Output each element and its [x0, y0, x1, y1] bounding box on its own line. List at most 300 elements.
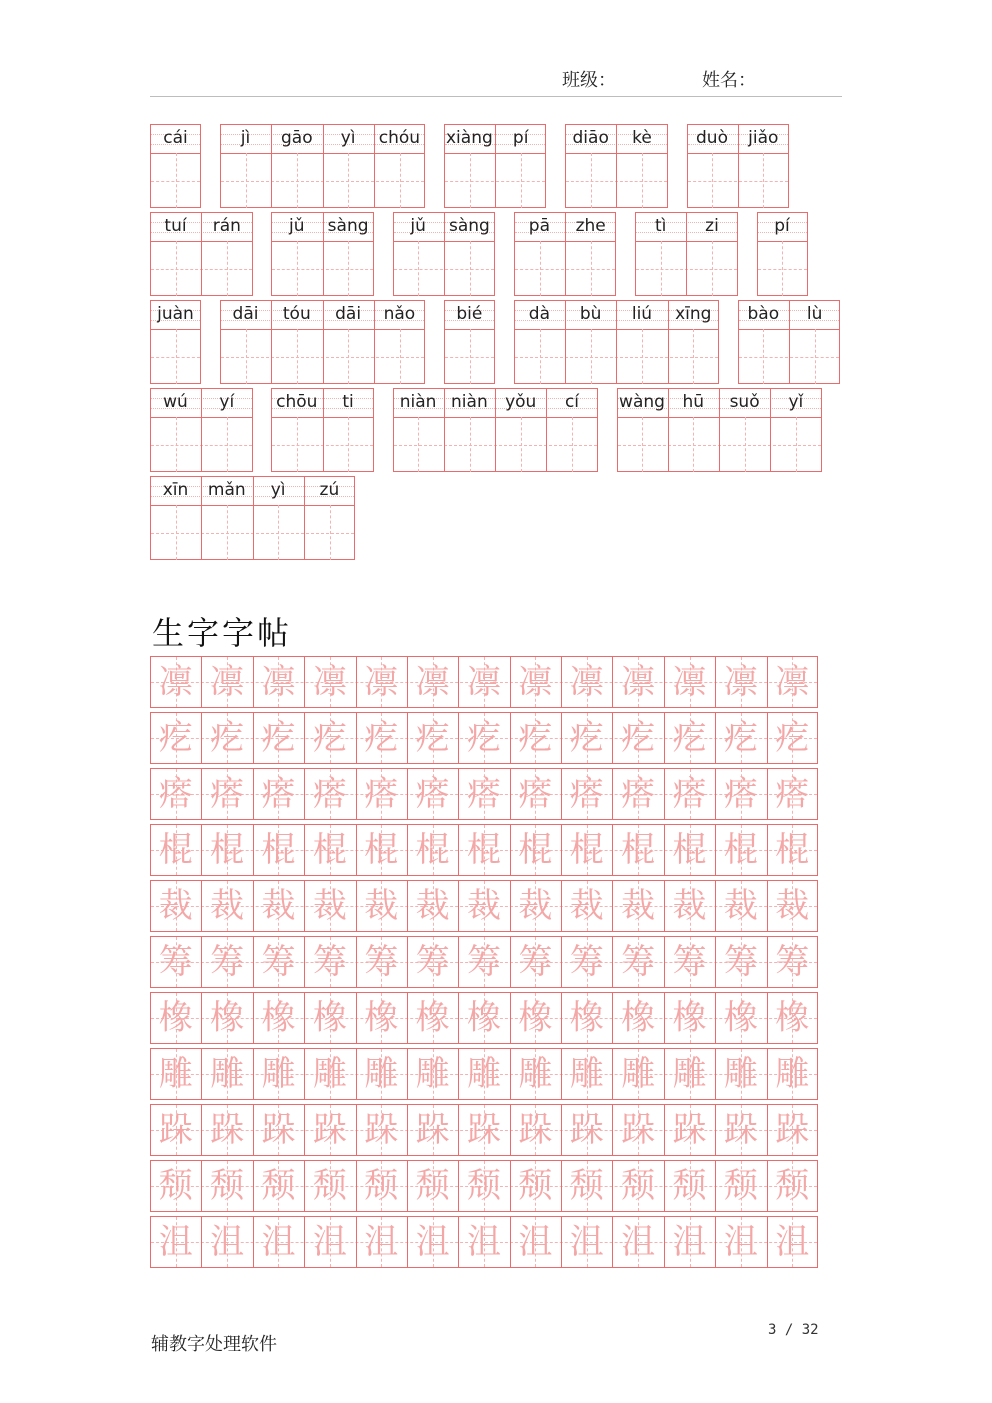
practice-cell: [561, 992, 612, 1044]
trace-character: 棍: [364, 830, 399, 870]
trace-character: 沮: [312, 1222, 347, 1262]
practice-cell: [664, 1104, 715, 1156]
practice-cell: [510, 1048, 561, 1100]
word-box: [220, 300, 425, 384]
practice-cell: [201, 712, 252, 764]
practice-cell: [561, 1160, 612, 1212]
pinyin-text: xiàng: [446, 128, 493, 148]
practice-row: [150, 936, 818, 988]
trace-character: 沮: [158, 1222, 193, 1262]
pinyin-text: jiǎo: [748, 128, 779, 148]
center-guide: [470, 417, 471, 472]
trace-character: 疙: [210, 718, 245, 758]
pinyin-text: sàng: [327, 216, 369, 236]
pinyin-cell: [393, 212, 444, 296]
trace-character: 裁: [672, 886, 707, 926]
pinyin-text: lù: [806, 304, 823, 324]
practice-cell: [664, 768, 715, 820]
trace-character: 雕: [364, 1054, 399, 1094]
practice-cell: [458, 936, 509, 988]
trace-character: 沮: [364, 1222, 399, 1262]
trace-character: 雕: [312, 1054, 347, 1094]
practice-cell: [304, 880, 355, 932]
trace-character: 凛: [518, 662, 553, 702]
pinyin-text: niàn: [399, 392, 437, 412]
practice-cell: [304, 1216, 355, 1268]
pinyin-cell: [393, 388, 444, 472]
practice-cell: [304, 1104, 355, 1156]
center-guide: [796, 417, 797, 472]
trace-character: 疙: [364, 718, 399, 758]
trace-character: 沮: [210, 1222, 245, 1262]
word-box: [150, 212, 253, 296]
name-label: 姓名：: [702, 70, 756, 91]
center-guide: [246, 329, 247, 384]
practice-cell: [458, 712, 509, 764]
practice-cell: [253, 824, 304, 876]
practice-cell: [407, 992, 458, 1044]
center-guide: [297, 329, 298, 384]
practice-cell: [304, 1048, 355, 1100]
pinyin-text: juàn: [157, 304, 194, 324]
pinyin-text: rán: [212, 216, 241, 236]
practice-row: [150, 1104, 818, 1156]
practice-row: [150, 1048, 818, 1100]
practice-cell: [201, 824, 252, 876]
trace-character: 跺: [158, 1110, 193, 1150]
word-box: [738, 300, 841, 384]
trace-character: 颓: [210, 1166, 245, 1206]
pinyin-text: suǒ: [729, 392, 760, 412]
trace-character: 跺: [364, 1110, 399, 1150]
practice-cell: [612, 768, 663, 820]
trace-character: 瘩: [569, 774, 604, 814]
practice-cell: [201, 768, 252, 820]
trace-character: 筹: [466, 942, 501, 982]
trace-character: 橡: [569, 998, 604, 1038]
pinyin-cell: [616, 300, 667, 384]
trace-character: 瘩: [466, 774, 501, 814]
trace-character: 凛: [466, 662, 501, 702]
practice-cell: [201, 1048, 252, 1100]
practice-cell: [561, 1104, 612, 1156]
practice-cell: [304, 992, 355, 1044]
trace-character: 橡: [723, 998, 758, 1038]
trace-character: 疙: [723, 718, 758, 758]
center-guide: [348, 241, 349, 296]
practice-cell: [664, 712, 715, 764]
pinyin-text: zi: [705, 216, 719, 236]
trace-character: 棍: [723, 830, 758, 870]
pinyin-cell: [770, 388, 821, 472]
pinyin-cell: [150, 476, 201, 560]
word-box: [271, 212, 374, 296]
trace-character: 裁: [775, 886, 810, 926]
trace-character: 凛: [312, 662, 347, 702]
trace-character: 橡: [364, 998, 399, 1038]
practice-cell: [304, 936, 355, 988]
trace-character: 疙: [569, 718, 604, 758]
practice-cell: [356, 1160, 407, 1212]
trace-character: 疙: [158, 718, 193, 758]
center-guide: [176, 417, 177, 472]
trace-character: 雕: [621, 1054, 656, 1094]
pinyin-cell: [565, 300, 616, 384]
trace-character: 跺: [723, 1110, 758, 1150]
trace-character: 疙: [261, 718, 296, 758]
trace-character: 筹: [672, 942, 707, 982]
practice-cell: [715, 1048, 766, 1100]
center-guide: [227, 505, 228, 560]
practice-cell: [304, 712, 355, 764]
pinyin-cell: [253, 476, 304, 560]
practice-cell: [664, 1048, 715, 1100]
practice-cell: [561, 712, 612, 764]
trace-character: 颓: [466, 1166, 501, 1206]
practice-cell: [201, 992, 252, 1044]
footer-page-number: 3 / 32: [768, 1322, 819, 1338]
center-guide: [815, 329, 816, 384]
trace-character: 沮: [415, 1222, 450, 1262]
trace-character: 橡: [158, 998, 193, 1038]
trace-character: 橡: [312, 998, 347, 1038]
practice-cell: [150, 936, 201, 988]
pinyin-text: kè: [632, 128, 652, 148]
trace-character: 颓: [518, 1166, 553, 1206]
center-guide: [693, 417, 694, 472]
center-guide: [470, 329, 471, 384]
practice-cell: [356, 1216, 407, 1268]
practice-cell: [150, 768, 201, 820]
trace-character: 棍: [415, 830, 450, 870]
trace-character: 雕: [775, 1054, 810, 1094]
practice-cell: [458, 880, 509, 932]
pinyin-cell: [668, 388, 719, 472]
word-box: [393, 388, 598, 472]
practice-cell: [715, 936, 766, 988]
pinyin-text: tì: [654, 216, 667, 236]
practice-cell: [304, 824, 355, 876]
practice-cell: [458, 1048, 509, 1100]
trace-character: 棍: [672, 830, 707, 870]
center-guide: [176, 505, 177, 560]
pinyin-cell: [201, 212, 252, 296]
trace-character: 疙: [672, 718, 707, 758]
practice-cell: [458, 768, 509, 820]
pinyin-text: pā: [528, 216, 550, 236]
word-box: [565, 124, 668, 208]
pinyin-cell: [304, 476, 355, 560]
center-guide: [693, 329, 694, 384]
trace-character: 疙: [466, 718, 501, 758]
pinyin-text: yí: [219, 392, 235, 412]
center-guide: [642, 329, 643, 384]
pinyin-text: dāi: [232, 304, 259, 324]
trace-character: 瘩: [415, 774, 450, 814]
practice-cell: [715, 1160, 766, 1212]
practice-cell: [510, 824, 561, 876]
pinyin-cell: [635, 212, 686, 296]
center-guide: [330, 505, 331, 560]
pinyin-text: tóu: [282, 304, 311, 324]
trace-character: 雕: [210, 1054, 245, 1094]
practice-row: [150, 656, 818, 708]
trace-character: 筹: [518, 942, 553, 982]
pinyin-cell: [738, 300, 789, 384]
pinyin-text: ti: [342, 392, 354, 412]
word-box: [220, 124, 425, 208]
pinyin-text: jǔ: [289, 216, 305, 236]
practice-cell: [201, 1160, 252, 1212]
pinyin-text: dāi: [335, 304, 362, 324]
practice-cell: [510, 712, 561, 764]
pinyin-cell: [495, 388, 546, 472]
pinyin-cell: [546, 388, 597, 472]
practice-cell: [458, 992, 509, 1044]
pinyin-cell: [201, 388, 252, 472]
center-guide: [591, 329, 592, 384]
practice-cell: [510, 768, 561, 820]
pinyin-text: yì: [270, 480, 286, 500]
practice-cell: [767, 1160, 818, 1212]
trace-character: 瘩: [158, 774, 193, 814]
trace-character: 跺: [261, 1110, 296, 1150]
trace-character: 跺: [466, 1110, 501, 1150]
center-guide: [246, 153, 247, 208]
pinyin-text: duò: [696, 128, 728, 148]
trace-character: 橡: [621, 998, 656, 1038]
trace-character: 跺: [312, 1110, 347, 1150]
trace-character: 橡: [210, 998, 245, 1038]
center-guide: [176, 241, 177, 296]
practice-cell: [407, 1216, 458, 1268]
trace-character: 颓: [261, 1166, 296, 1206]
practice-cell: [767, 880, 818, 932]
trace-character: 沮: [466, 1222, 501, 1262]
pinyin-cell: [719, 388, 770, 472]
center-guide: [400, 153, 401, 208]
practice-cell: [356, 1048, 407, 1100]
practice-cell: [407, 1160, 458, 1212]
pinyin-cell: [444, 212, 495, 296]
trace-character: 裁: [723, 886, 758, 926]
center-guide: [348, 153, 349, 208]
practice-cell: [715, 768, 766, 820]
practice-cell: [612, 936, 663, 988]
trace-character: 棍: [210, 830, 245, 870]
trace-character: 跺: [415, 1110, 450, 1150]
trace-character: 筹: [210, 942, 245, 982]
pinyin-text: yǒu: [505, 392, 537, 412]
pinyin-cell: [616, 124, 667, 208]
practice-cell: [767, 936, 818, 988]
trace-character: 筹: [775, 942, 810, 982]
class-label: 班级：: [562, 70, 616, 91]
trace-character: 雕: [518, 1054, 553, 1094]
practice-cell: [612, 712, 663, 764]
trace-character: 颓: [312, 1166, 347, 1206]
center-guide: [763, 153, 764, 208]
trace-character: 疙: [415, 718, 450, 758]
practice-cell: [253, 1160, 304, 1212]
pinyin-cell: [444, 300, 495, 384]
practice-cell: [767, 1048, 818, 1100]
trace-character: 颓: [775, 1166, 810, 1206]
practice-cell: [253, 1216, 304, 1268]
center-guide: [540, 241, 541, 296]
pinyin-cell: [323, 212, 374, 296]
practice-cell: [201, 936, 252, 988]
pinyin-cell: [789, 300, 840, 384]
practice-cell: [150, 1048, 201, 1100]
trace-character: 沮: [672, 1222, 707, 1262]
practice-cell: [253, 992, 304, 1044]
trace-character: 凛: [364, 662, 399, 702]
trace-character: 橡: [261, 998, 296, 1038]
trace-character: 筹: [621, 942, 656, 982]
practice-cell: [767, 1216, 818, 1268]
trace-character: 雕: [261, 1054, 296, 1094]
trace-character: 裁: [364, 886, 399, 926]
pinyin-cell: [374, 124, 425, 208]
center-guide: [745, 417, 746, 472]
trace-character: 雕: [569, 1054, 604, 1094]
practice-cell: [356, 712, 407, 764]
word-box: [514, 300, 719, 384]
center-guide: [763, 329, 764, 384]
practice-row: [150, 768, 818, 820]
practice-cell: [407, 712, 458, 764]
practice-cell: [715, 992, 766, 1044]
practice-cell: [407, 656, 458, 708]
pinyin-text: pí: [774, 216, 790, 236]
pinyin-cell: [686, 212, 737, 296]
trace-character: 瘩: [775, 774, 810, 814]
practice-cell: [715, 712, 766, 764]
word-box: [271, 388, 374, 472]
practice-cell: [253, 1048, 304, 1100]
trace-character: 凛: [261, 662, 296, 702]
practice-cell: [612, 824, 663, 876]
pinyin-text: nǎo: [383, 304, 416, 324]
pinyin-text: cái: [163, 128, 188, 148]
practice-cell: [458, 1104, 509, 1156]
center-guide: [782, 241, 783, 296]
practice-cell: [664, 992, 715, 1044]
practice-cell: [612, 1160, 663, 1212]
practice-cell: [715, 1104, 766, 1156]
pinyin-text: zhe: [575, 216, 606, 236]
center-guide: [400, 329, 401, 384]
center-guide: [348, 329, 349, 384]
trace-character: 棍: [518, 830, 553, 870]
word-box: [635, 212, 738, 296]
trace-character: 跺: [621, 1110, 656, 1150]
pinyin-cell: [150, 388, 201, 472]
trace-character: 凛: [210, 662, 245, 702]
word-box: [393, 212, 496, 296]
pinyin-text: chóu: [378, 128, 421, 148]
pinyin-text: bié: [456, 304, 483, 324]
practice-cell: [150, 656, 201, 708]
center-guide: [642, 153, 643, 208]
trace-character: 沮: [569, 1222, 604, 1262]
practice-cell: [150, 1160, 201, 1212]
pinyin-cell: [201, 476, 252, 560]
practice-cell: [253, 768, 304, 820]
pinyin-cell: [271, 300, 322, 384]
trace-character: 裁: [312, 886, 347, 926]
practice-row: [150, 1160, 818, 1212]
practice-cell: [767, 992, 818, 1044]
practice-cell: [304, 1160, 355, 1212]
trace-character: 疙: [312, 718, 347, 758]
trace-character: 沮: [775, 1222, 810, 1262]
trace-character: 瘩: [672, 774, 707, 814]
pinyin-cell: [514, 212, 565, 296]
practice-cell: [150, 992, 201, 1044]
trace-character: 雕: [158, 1054, 193, 1094]
center-guide: [227, 417, 228, 472]
word-box: [444, 124, 547, 208]
trace-character: 橡: [518, 998, 553, 1038]
pinyin-cell: [565, 124, 616, 208]
trace-character: 凛: [672, 662, 707, 702]
trace-character: 凛: [775, 662, 810, 702]
practice-cell: [458, 1216, 509, 1268]
trace-character: 棍: [158, 830, 193, 870]
pinyin-cell: [323, 124, 374, 208]
word-box: [150, 300, 201, 384]
pinyin-text: niàn: [451, 392, 488, 412]
trace-character: 棍: [466, 830, 501, 870]
trace-character: 筹: [261, 942, 296, 982]
trace-character: 疙: [518, 718, 553, 758]
practice-cell: [407, 880, 458, 932]
practice-cell: [612, 1104, 663, 1156]
trace-character: 颓: [672, 1166, 707, 1206]
practice-cell: [150, 880, 201, 932]
pinyin-cell: [150, 300, 201, 384]
word-box: [757, 212, 808, 296]
pinyin-cell: [271, 212, 322, 296]
pinyin-cell: [444, 388, 495, 472]
pinyin-text: diāo: [572, 128, 609, 148]
practice-cell: [561, 768, 612, 820]
trace-character: 凛: [415, 662, 450, 702]
pinyin-cell: [323, 388, 374, 472]
center-guide: [418, 417, 419, 472]
trace-character: 颓: [158, 1166, 193, 1206]
practice-cell: [201, 880, 252, 932]
pinyin-text: cí: [564, 392, 580, 412]
section-title: 生字字帖: [152, 614, 293, 652]
pinyin-text: hū: [682, 392, 705, 412]
trace-character: 跺: [518, 1110, 553, 1150]
trace-character: 颓: [569, 1166, 604, 1206]
trace-character: 裁: [518, 886, 553, 926]
practice-cell: [407, 936, 458, 988]
trace-character: 瘩: [261, 774, 296, 814]
trace-character: 沮: [723, 1222, 758, 1262]
practice-cell: [664, 936, 715, 988]
practice-cell: [767, 824, 818, 876]
pinyin-text: bù: [579, 304, 602, 324]
pinyin-cell: [150, 124, 201, 208]
trace-character: 沮: [518, 1222, 553, 1262]
trace-character: 筹: [158, 942, 193, 982]
pinyin-text: xīn: [162, 480, 189, 500]
